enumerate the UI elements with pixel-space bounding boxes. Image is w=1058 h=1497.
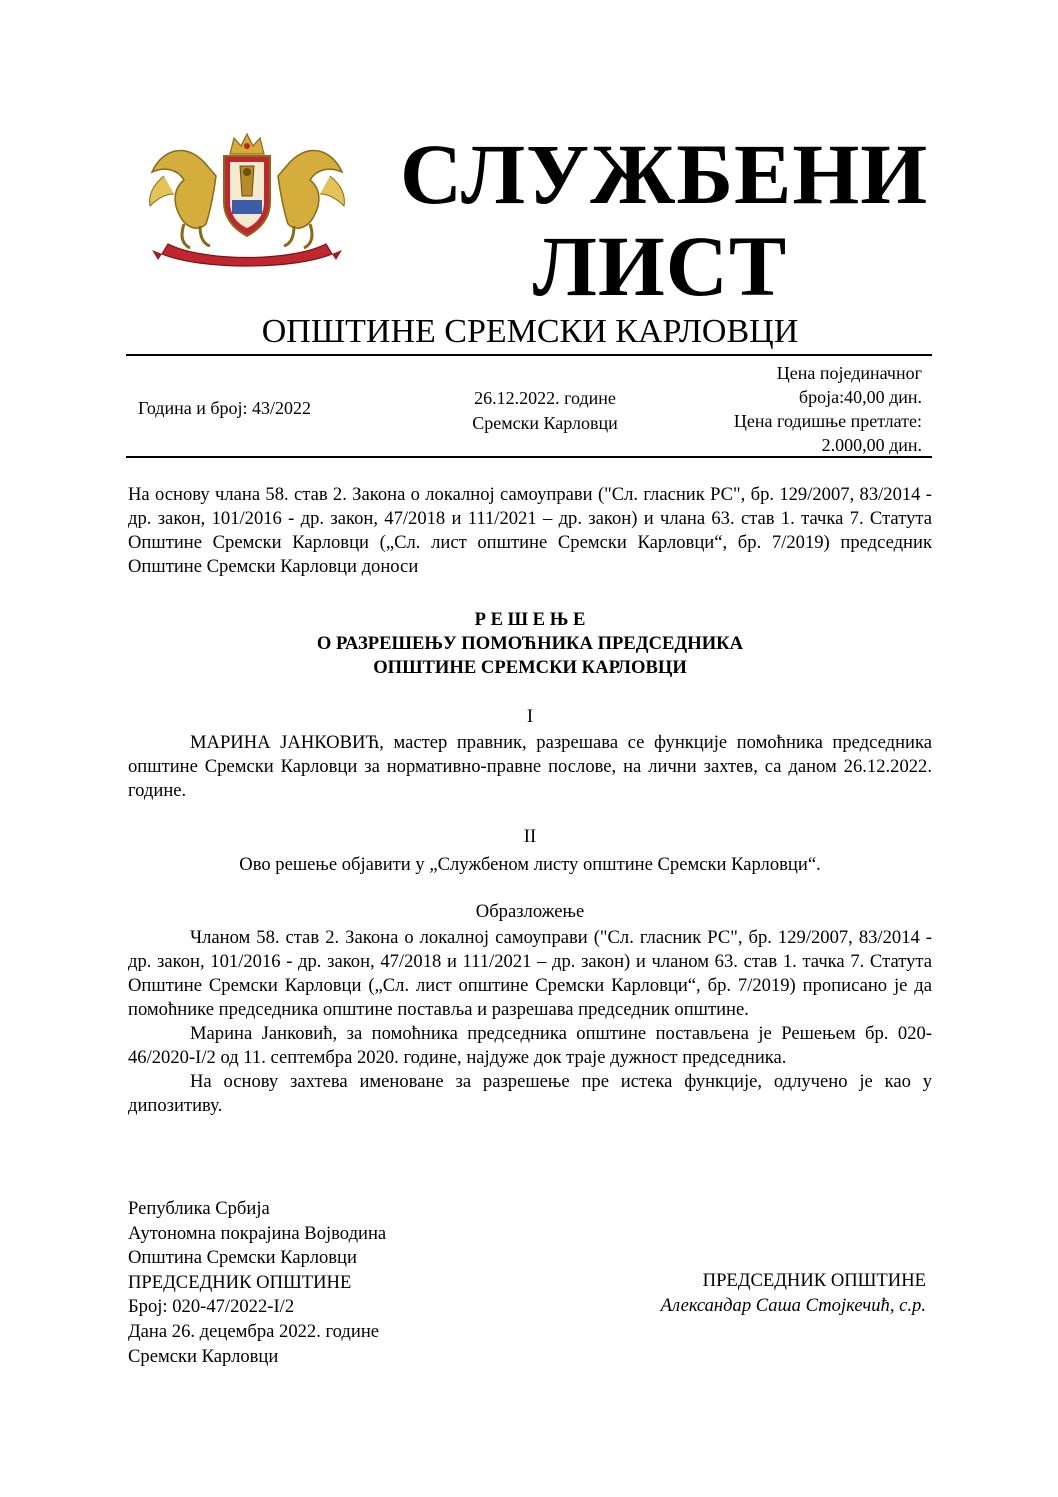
title-line-1: СЛУЖБЕНИ (400, 126, 929, 222)
section-2-text: Ово решење објавити у „Службеном листу општине Сремски Карловци“. (239, 854, 821, 875)
issuer-line-4: ПРЕДСЕДНИК ОПШТИНЕ (128, 1271, 352, 1293)
section-1-text: МАРИНА ЈАНКОВИЋ, мастер правник, разрешава се функције помоћника председника општине Сремски Карловци за нормативно-правне послове, на лични захтев, са даном 26.12.2022. године. (128, 732, 932, 801)
document-place: Сремски Карловци (128, 1345, 279, 1367)
price-block (650, 361, 922, 457)
issuer-line-2: Аутономна покрајина Војводина (128, 1222, 387, 1244)
price-annual-label: Цена годишње претлате: (733, 411, 922, 431)
explanation-paragraph-1: Чланом 58. став 2. Закона о локалној самоуправи ("Сл. гласник РС", бр. 129/2007, 83/2014 - др. закон, 101/2016 - др. закон, 47/2018 и 111/2021 – др. закон) и чланом 63. став 1. тачка 7. Статута Општине Сремски Карловци („Сл. лист општине Сремски Карловци“, бр. 7/2019) прописано је да помоћнике председника општине поставља и разрешава председник општине. (128, 927, 932, 1020)
document-date: Дана 26. децембра 2022. године (128, 1320, 380, 1342)
issue-place: Сремски Карловци (472, 413, 618, 433)
explanation-title: Образложење (475, 901, 585, 922)
decision-heading-line-1: Р Е Ш Е Њ Е (474, 609, 586, 630)
issuer-line-3: Општина Сремски Карловци (128, 1247, 357, 1269)
newspaper-subtitle: ОПШТИНЕ СРЕМСКИ КАРЛОВЦИ (261, 313, 799, 350)
section-2-number: II (523, 826, 537, 847)
signer-name: Александар Саша Стојкечић, с.р. (660, 1295, 926, 1316)
title-line-2: ЛИСТ (532, 218, 788, 314)
decision-heading-line-2: О РАЗРЕШЕЊУ ПОМОЋНИКА ПРЕДСЕДНИКА (316, 633, 744, 654)
decision-heading-line-3: ОПШТИНЕ СРЕМСКИ КАРЛОВЦИ (373, 657, 687, 678)
price-single-value: броја:40,00 дин. (798, 387, 922, 407)
price-annual-value: 2.000,00 дин. (821, 435, 922, 455)
decision-heading (128, 608, 932, 680)
header-divider-top (126, 354, 932, 356)
coat-of-arms-emblem (144, 132, 350, 268)
intro-paragraph: На основу члана 58. став 2. Закона о локалној самоуправи ("Сл. гласник РС", бр. 129/2007, 83/2014 - др. закон, 101/2016 - др. закон, 47/2018 и 111/2021 – др. закон) и члана 63. став 1. тачка 7. Статута Општине Сремски Карловци („Сл. лист општине Сремски Карловци“, бр. 7/2019) председник Општине Сремски Карловци доноси (128, 484, 932, 577)
signer-title: ПРЕДСЕДНИК ОПШТИНЕ (702, 1270, 926, 1291)
issue-date-block (440, 386, 650, 436)
section-1-number: I (526, 706, 534, 727)
issue-date: 26.12.2022. године (474, 388, 616, 408)
issue-number: Година и број: 43/2022 (138, 398, 312, 418)
issuer-block (128, 1197, 386, 1369)
newspaper-title (400, 126, 929, 314)
issuer-line-1: Република Србија (128, 1198, 270, 1219)
price-single-label: Цена појединачног (776, 363, 922, 383)
header-divider-bottom (126, 456, 932, 458)
explanation-paragraph-2: Марина Јанковић, за помоћника председника општине постављена је Решењем бр. 020-46/2020-I/2 од 11. септембра 2020. године, најдуже док траје дужност председника. (128, 1023, 932, 1068)
signature-block (600, 1268, 926, 1318)
explanation-body (128, 926, 932, 1118)
document-number: Број: 020-47/2022-I/2 (128, 1296, 295, 1318)
explanation-paragraph-3: На основу захтева именоване за разрешење пре истека функције, одлучено је као у дипозитиву. (128, 1071, 932, 1116)
